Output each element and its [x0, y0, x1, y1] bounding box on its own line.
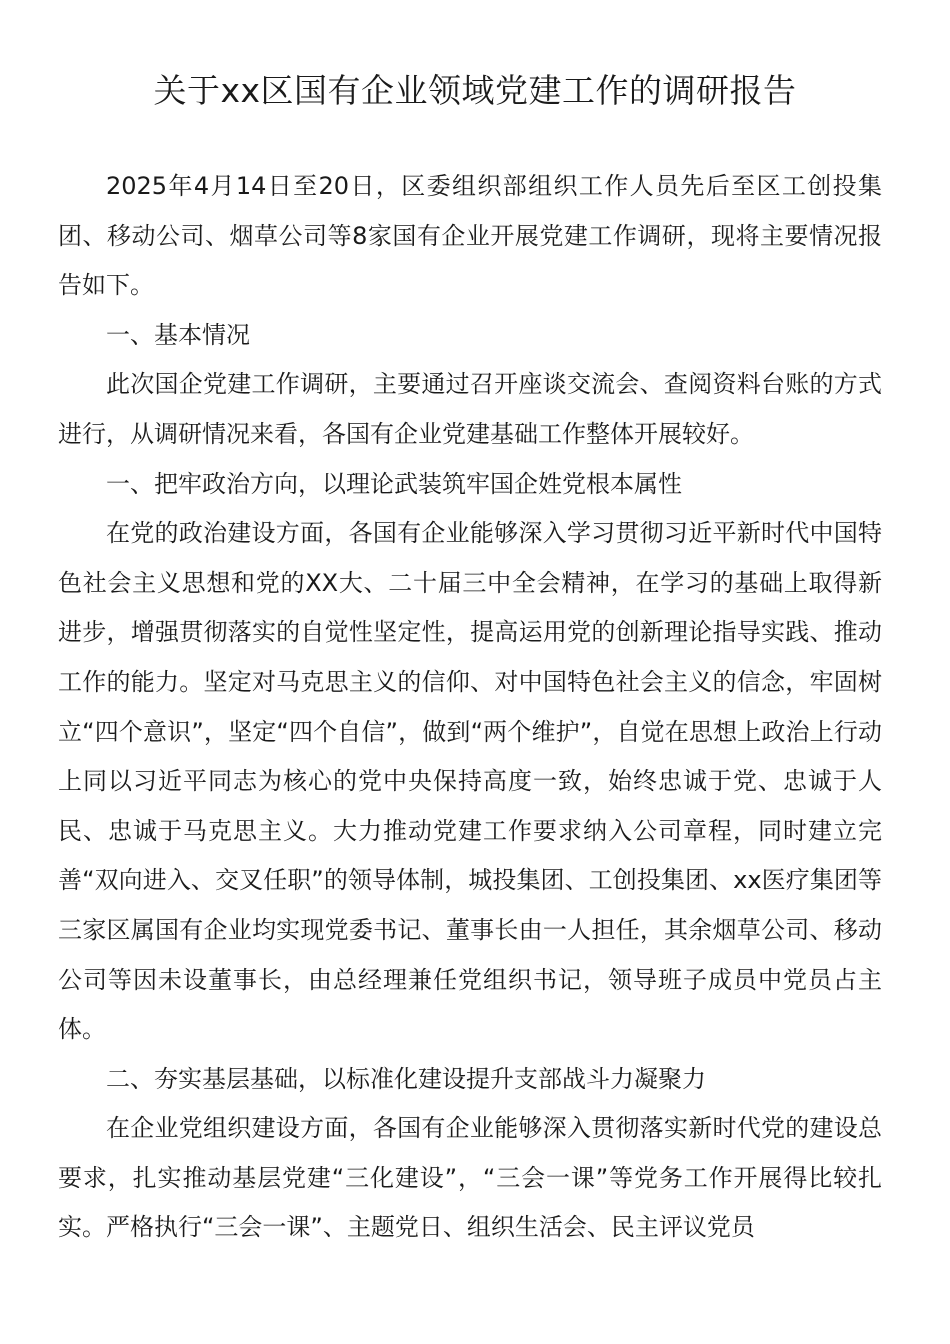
document-title: 关于xx区国有企业领域党建工作的调研报告 [153, 71, 797, 110]
subsection-heading-grassroots: 二、夯实基层基础，以标准化建设提升支部战斗力凝聚力 [106, 1064, 706, 1093]
document-body [58, 162, 882, 1253]
subsection-heading-political-direction: 一、把牢政治方向，以理论武装筑牢国企姓党根本属性 [106, 469, 682, 498]
organization-building-paragraph: 在企业党组织建设方面，各国有企业能够深入贯彻落实新时代党的建设总要求，扎实推动基层党建“三化建设”，“三会一课”等党务工作开展得比较扎实。严格执行“三会一课”、主题党日、组织生活会、民主评议党员 [58, 1114, 882, 1242]
section-heading-basic-situation: 一、基本情况 [106, 320, 250, 349]
basic-situation-paragraph: 此次国企党建工作调研，主要通过召开座谈交流会、查阅资料台账的方式进行，从调研情况来看，各国有企业党建基础工作整体开展较好。 [58, 370, 882, 448]
political-building-paragraph: 在党的政治建设方面，各国有企业能够深入学习贯彻习近平新时代中国特色社会主义思想和党的XX大、二十届三中全会精神，在学习的基础上取得新进步，增强贯彻落实的自觉性坚定性，提高运用党的创新理论指导实践、推动工作的能力。坚定对马克思主义的信仰、对中国特色社会主义的信念，牢固树立“四个意识”，坚定“四个自信”，做到“两个维护”，自觉在思想上政治上行动上同以习近平同志为核心的党中央保持高度一致，始终忠诚于党、忠诚于人民、忠诚于马克思主义。大力推动党建工作要求纳入公司章程，同时建立完善“双向进入、交叉任职”的领导体制，城投集团、工创投集团、xx医疗集团等三家区属国有企业均实现党委书记、董事长由一人担任，其余烟草公司、移动公司等因未设董事长，由总经理兼任党组织书记，领导班子成员中党员占主体。 [58, 519, 882, 1044]
intro-paragraph: 2025年4月14日至20日，区委组织部组织工作人员先后至区工创投集团、移动公司、烟草公司等8家国有企业开展党建工作调研，现将主要情况报告如下。 [58, 172, 882, 300]
